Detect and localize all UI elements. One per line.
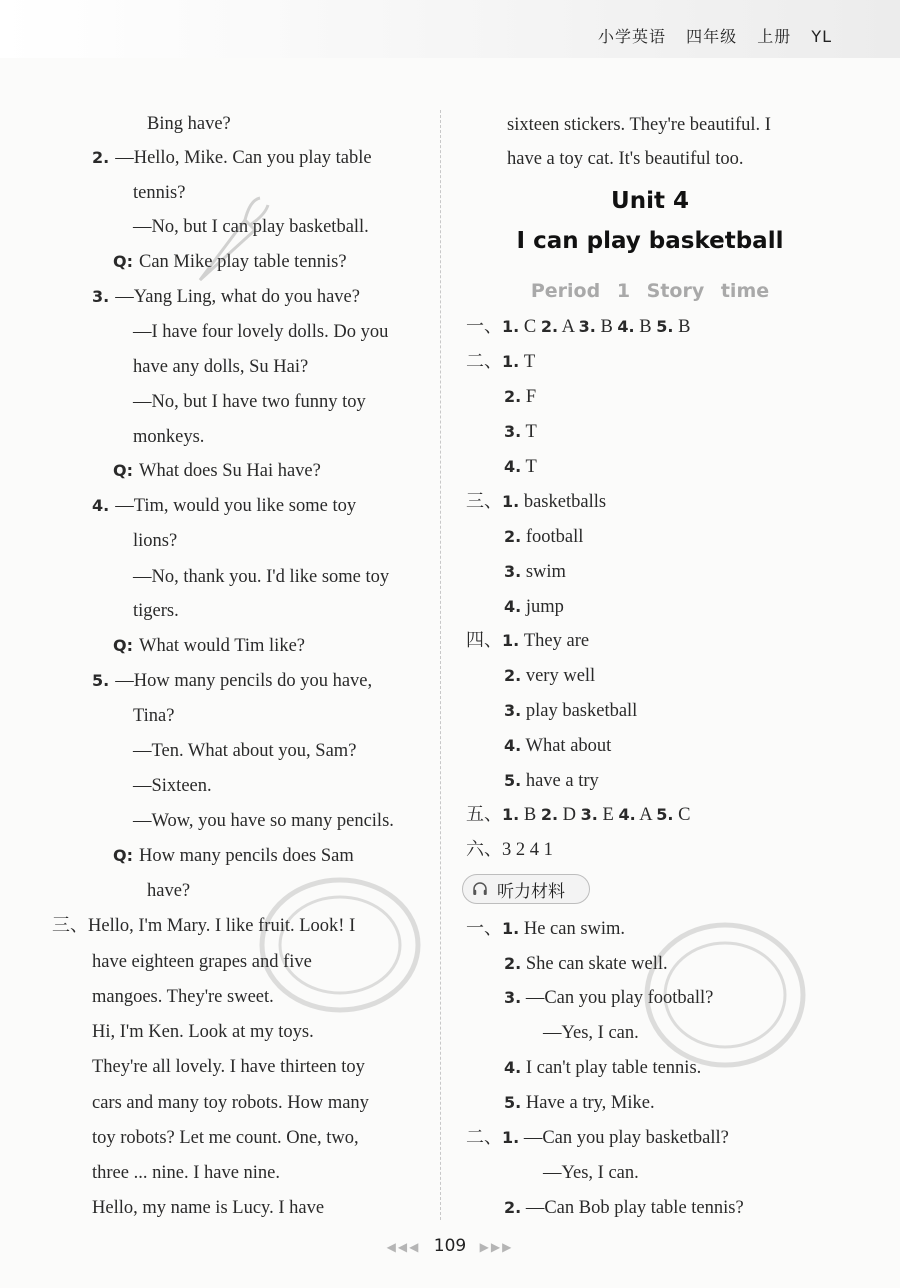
text-line	[113, 459, 321, 483]
line-text: —No, but I can play basketball.	[133, 217, 369, 237]
subject-label: 小学英语	[597, 27, 666, 46]
line-text: 2. very well	[504, 666, 596, 686]
line-text: have a toy cat. It's beautiful too.	[507, 149, 744, 169]
item-number: 一、	[466, 316, 502, 337]
line-text: What would Tim like?	[139, 636, 305, 656]
text-line	[504, 769, 599, 793]
text-line	[92, 1091, 369, 1115]
text-line	[92, 985, 274, 1009]
text-line	[504, 525, 583, 549]
text-line	[504, 595, 564, 619]
text-line	[92, 1161, 280, 1185]
right-arrows-icon: ▶▶▶	[479, 1240, 514, 1254]
text-line	[504, 734, 611, 758]
page-footer	[0, 1236, 900, 1256]
line-text: Hi, I'm Ken. Look at my toys.	[92, 1022, 314, 1042]
line-text: —Yes, I can.	[543, 1163, 639, 1183]
text-line	[466, 315, 690, 339]
text-line	[133, 739, 356, 763]
text-line	[133, 355, 308, 379]
item-number: 3.	[92, 287, 110, 306]
text-line	[504, 1196, 744, 1220]
line-text: —Ten. What about you, Sam?	[133, 741, 357, 761]
line-text: —Sixteen.	[133, 776, 212, 796]
text-line	[133, 809, 394, 833]
line-text: 3. —Can you play football?	[504, 988, 714, 1008]
line-text: 1. They are	[502, 631, 590, 651]
text-line	[504, 699, 637, 723]
text-line	[92, 146, 372, 170]
text-line	[133, 390, 366, 414]
text-line	[133, 774, 212, 798]
line-text: Can Mike play table tennis?	[139, 252, 347, 272]
text-line	[507, 113, 771, 137]
line-text: —Hello, Mike. Can you play table	[115, 148, 372, 168]
item-number: 二、	[466, 351, 502, 372]
text-line	[113, 844, 354, 868]
text-line	[133, 181, 185, 205]
item-number: Q:	[113, 461, 133, 480]
lesson-title: I can play basketball	[516, 228, 784, 254]
item-number: 4.	[92, 496, 110, 515]
text-line	[133, 425, 204, 449]
line-text: mangoes. They're sweet.	[92, 987, 274, 1007]
line-text: Bing have?	[147, 114, 231, 134]
carrot-watermark-icon	[190, 190, 270, 290]
text-line	[504, 385, 536, 409]
line-text: 1. C 2. A 3. B 4. B 5. B	[502, 317, 691, 337]
text-line	[92, 1020, 314, 1044]
line-text: 2. F	[504, 387, 537, 407]
listening-material-tag	[462, 874, 590, 904]
stamp-watermark-icon	[255, 870, 425, 1020]
line-text: —Yes, I can.	[543, 1023, 639, 1043]
item-number: 五、	[466, 804, 502, 825]
period-title: Period 1 Story time	[530, 280, 770, 302]
line-text: sixteen stickers. They're beautiful. I	[507, 115, 771, 135]
page-number: 109	[433, 1236, 467, 1256]
stamp-watermark-icon	[640, 915, 810, 1075]
line-text: 3 2 4 1	[502, 840, 553, 860]
line-text: have?	[147, 881, 191, 901]
line-text: 3. swim	[504, 562, 566, 582]
line-text: tennis?	[133, 183, 186, 203]
text-line	[147, 879, 190, 903]
line-text: 1. —Can you play basketball?	[502, 1128, 729, 1148]
line-text: 2. —Can Bob play table tennis?	[504, 1198, 744, 1218]
item-number: 二、	[466, 1127, 502, 1148]
line-text: How many pencils does Sam	[139, 846, 354, 866]
line-text: tigers.	[133, 601, 179, 621]
line-text: —I have four lovely dolls. Do you	[133, 322, 389, 342]
text-line	[466, 490, 606, 514]
text-line	[133, 704, 174, 728]
line-text: 3. T	[504, 422, 537, 442]
text-line	[466, 350, 535, 374]
item-number: 四、	[466, 630, 502, 651]
text-line	[543, 1161, 639, 1185]
text-line	[507, 147, 744, 171]
text-line	[113, 634, 305, 658]
line-text: —Yang Ling, what do you have?	[115, 287, 360, 307]
item-number: 2.	[92, 148, 110, 167]
listening-label: 听力材料	[497, 881, 565, 902]
text-line	[504, 560, 566, 584]
line-text: 1. T	[502, 352, 536, 372]
item-number: 一、	[466, 918, 502, 939]
line-text: 4. jump	[504, 597, 564, 617]
text-line	[133, 599, 179, 623]
headphones-icon	[471, 880, 489, 898]
book-info	[584, 24, 832, 47]
line-text: They're all lovely. I have thirteen toy	[92, 1057, 365, 1077]
line-text: Hello, my name is Lucy. I have	[92, 1198, 325, 1218]
line-text: —No, but I have two funny toy	[133, 392, 366, 412]
line-text: —No, thank you. I'd like some toy	[133, 567, 390, 587]
item-number: 六、	[466, 839, 502, 860]
line-text: lions?	[133, 531, 178, 551]
item-number: Q:	[113, 252, 133, 271]
text-line	[466, 1126, 729, 1150]
line-text: monkeys.	[133, 427, 205, 447]
line-text: three ... nine. I have nine.	[92, 1163, 281, 1183]
line-text: What does Su Hai have?	[139, 461, 321, 481]
text-line	[92, 1126, 359, 1150]
text-line	[543, 1021, 639, 1045]
text-line	[92, 1196, 324, 1220]
text-line	[504, 1091, 655, 1115]
line-text: toy robots? Let me count. One, two,	[92, 1128, 359, 1148]
item-number: 5.	[92, 671, 110, 690]
column-divider	[440, 110, 441, 1220]
line-text: 1. He can swim.	[502, 919, 626, 939]
item-number: Q:	[113, 846, 133, 865]
line-text: 4. I can't play table tennis.	[504, 1058, 702, 1078]
text-line	[504, 664, 595, 688]
text-line	[147, 112, 231, 136]
text-line	[92, 494, 356, 518]
line-text: 3. play basketball	[504, 701, 638, 721]
text-line	[504, 420, 537, 444]
text-line	[466, 917, 625, 941]
line-text: —Tim, would you like some toy	[115, 496, 357, 516]
line-text: —Wow, you have so many pencils.	[133, 811, 394, 831]
volume-label: 上册	[757, 27, 792, 46]
text-line	[92, 669, 372, 693]
line-text: Hello, I'm Mary. I like fruit. Look! I	[88, 916, 356, 936]
text-line	[466, 803, 690, 827]
line-text: 5. have a try	[504, 771, 599, 791]
left-arrows-icon: ◀◀◀	[386, 1240, 421, 1254]
line-text: 4. T	[504, 457, 537, 477]
grade-label: 四年级	[686, 27, 738, 46]
line-text: 1. basketballs	[502, 492, 607, 512]
line-text: 1. B 2. D 3. E 4. A 5. C	[502, 805, 691, 825]
line-text: have eighteen grapes and five	[92, 952, 312, 972]
line-text: 4. What about	[504, 736, 612, 756]
line-text: 2. football	[504, 527, 584, 547]
edition-label: YL	[811, 27, 832, 46]
text-line	[133, 565, 389, 589]
line-text: —How many pencils do you have,	[115, 671, 373, 691]
line-text: cars and many toy robots. How many	[92, 1093, 369, 1113]
text-line	[133, 529, 177, 553]
item-number: 三、	[52, 915, 88, 936]
line-text: have any dolls, Su Hai?	[133, 357, 309, 377]
text-line	[504, 455, 537, 479]
text-line	[466, 838, 553, 862]
item-number: Q:	[113, 636, 133, 655]
text-line	[92, 1055, 365, 1079]
text-line	[133, 320, 388, 344]
unit-title: Unit 4	[611, 188, 689, 214]
line-text: 5. Have a try, Mike.	[504, 1093, 655, 1113]
line-text: 2. She can skate well.	[504, 954, 668, 974]
text-line	[466, 629, 589, 653]
item-number: 三、	[466, 491, 502, 512]
line-text: Tina?	[133, 706, 175, 726]
